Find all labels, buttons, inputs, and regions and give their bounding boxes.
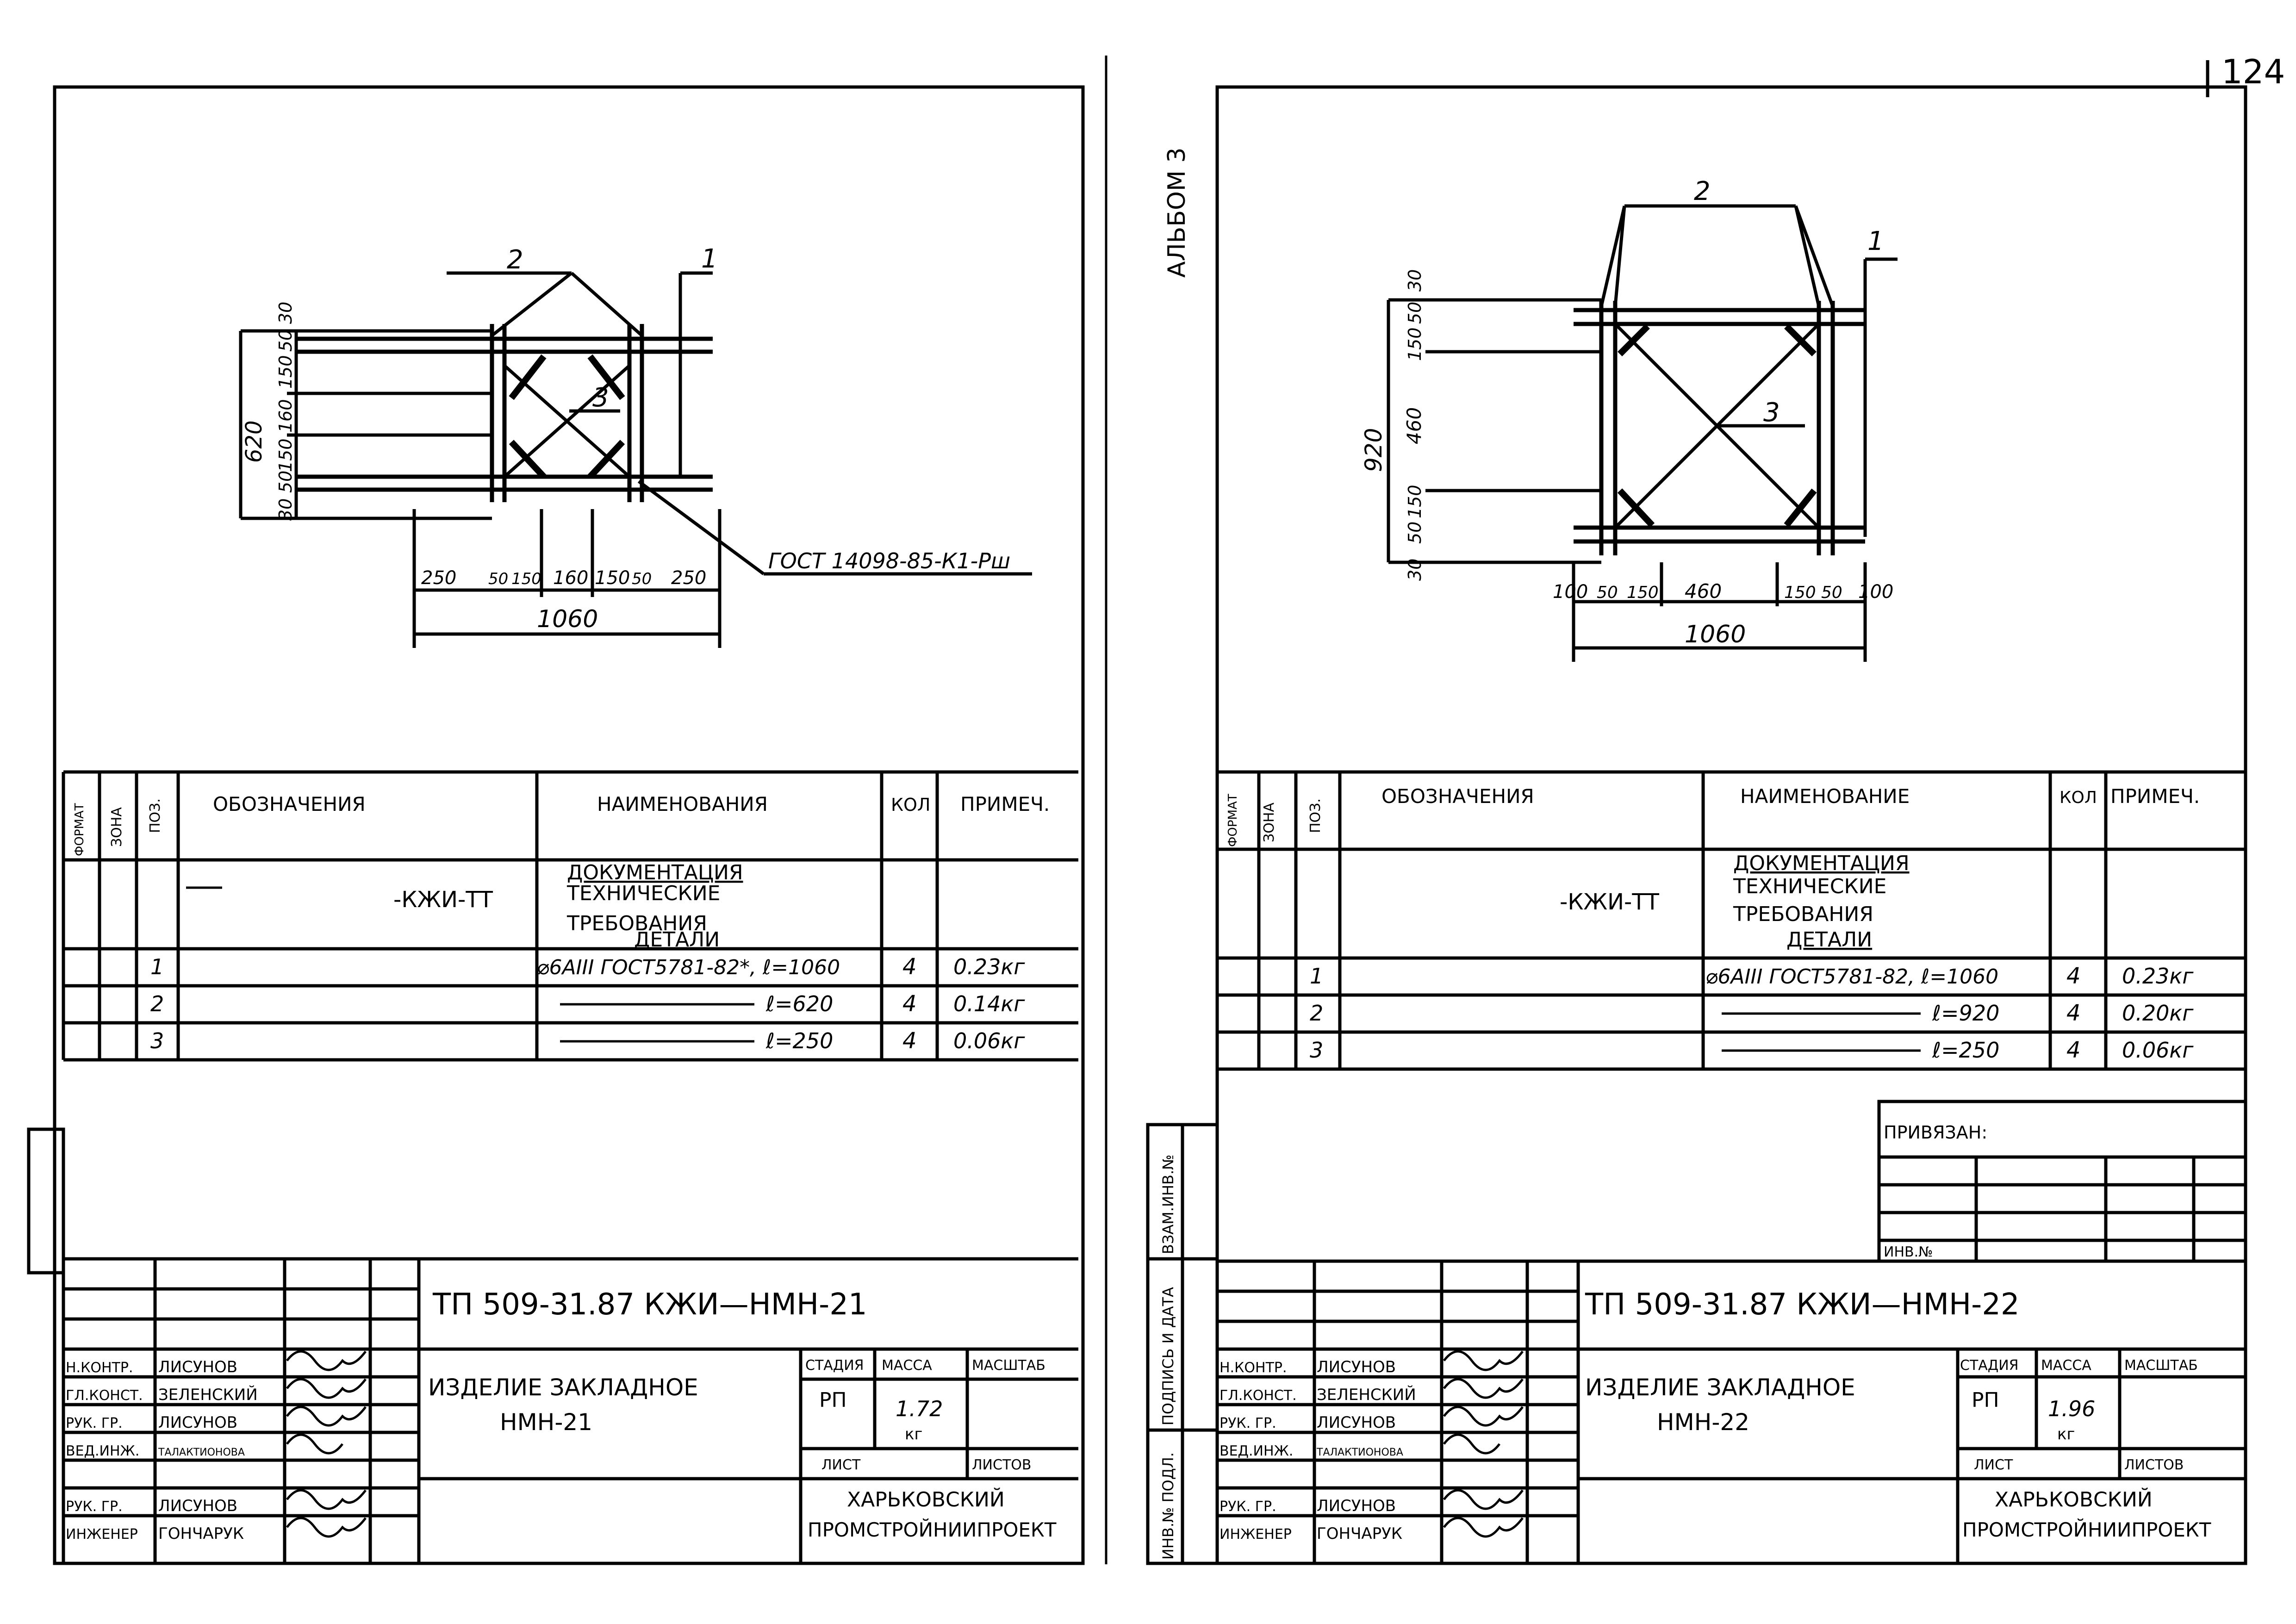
hdim: 50 xyxy=(632,570,652,588)
vertical-total: 920 xyxy=(1360,428,1387,472)
callout-1: 1 xyxy=(701,244,718,274)
signer-name: ГОНЧАРУК xyxy=(1317,1524,1402,1543)
signer-name: ТАЛАКТИОНОВА xyxy=(158,1447,245,1458)
item-title-line2: НМН-22 xyxy=(1657,1409,1749,1436)
item-title-line1: ИЗДЕЛИЕ ЗАКЛАДНОЕ xyxy=(428,1374,698,1401)
callout-1: 1 xyxy=(1867,226,1884,256)
signer-name: ЛИСУНОВ xyxy=(158,1413,238,1432)
signer-name: ГОНЧАРУК xyxy=(158,1524,244,1543)
mass-unit: кг xyxy=(905,1425,923,1444)
vdim: 30 xyxy=(1405,269,1425,292)
inv-label: ИНВ.№ xyxy=(1884,1244,1933,1260)
horizontal-total: 1060 xyxy=(537,605,598,633)
row-note: 0.14кг xyxy=(953,991,1025,1016)
row-note: 0.23кг xyxy=(2122,964,2194,989)
sheet-2-dimensions xyxy=(1360,176,1893,648)
weld-note: ГОСТ 14098-85-К1-Рш xyxy=(768,548,1011,573)
row-qty: 4 xyxy=(902,1028,917,1054)
row-pos: 3 xyxy=(150,1028,164,1053)
stage-label: СТАДИЯ xyxy=(805,1357,864,1374)
row-qty: 4 xyxy=(902,954,917,980)
callout-3: 3 xyxy=(592,383,609,413)
sheets-label: ЛИСТОВ xyxy=(2124,1457,2184,1473)
item-title-line2: НМН-21 xyxy=(500,1409,592,1436)
row-pos: 2 xyxy=(1310,1001,1324,1026)
section-details: ДЕТАЛИ xyxy=(1786,928,1873,952)
row-pos: 1 xyxy=(150,954,164,979)
hdim: 50 xyxy=(488,570,509,588)
item-title-line1: ИЗДЕЛИЕ ЗАКЛАДНОЕ xyxy=(1585,1374,1855,1401)
vdim: 50 xyxy=(1405,301,1425,324)
doc-designation: -КЖИ-ТТ xyxy=(1560,889,1659,915)
vdim: 160 xyxy=(275,399,296,433)
org-line1: ХАРЬКОВСКИЙ xyxy=(847,1488,1005,1512)
section-documentation: ДОКУМЕНТАЦИЯ xyxy=(1733,852,1910,875)
left-strip-labels xyxy=(1159,1154,1177,1560)
header-zone: ЗОНА xyxy=(109,807,125,847)
header-format: ФОРМАТ xyxy=(1226,794,1240,847)
header-note: ПРИМЕЧ. xyxy=(960,793,1050,815)
vdim: 150 xyxy=(275,355,296,389)
header-name: НАИМЕНОВАНИЯ xyxy=(597,793,768,815)
callout-2: 2 xyxy=(507,245,523,275)
header-note: ПРИМЕЧ. xyxy=(2110,785,2200,808)
page-number: 124 xyxy=(2221,52,2285,91)
mass-label: МАССА xyxy=(882,1357,932,1374)
row-note: 0.06кг xyxy=(953,1028,1025,1053)
stage-label: СТАДИЯ xyxy=(1960,1357,2019,1374)
doc-designation: -КЖИ-ТТ xyxy=(393,887,493,913)
row-qty: 4 xyxy=(2066,1000,2081,1026)
doc-name-line2: ТРЕБОВАНИЯ xyxy=(567,912,707,935)
role: ИНЖЕНЕР xyxy=(66,1526,138,1543)
role: РУК. ГР. xyxy=(66,1499,123,1515)
hdim: 100 xyxy=(1553,581,1588,603)
signer-name: ЛИСУНОВ xyxy=(158,1497,238,1515)
signatures xyxy=(287,1351,366,1537)
scale-label: МАСШТАБ xyxy=(2124,1357,2198,1374)
header-qty: КОЛ xyxy=(2060,788,2097,807)
role: РУК. ГР. xyxy=(1220,1415,1276,1431)
mass-label: МАССА xyxy=(2041,1357,2091,1374)
hdim: 250 xyxy=(421,567,457,589)
sheet-1-title-block xyxy=(66,1288,1057,1543)
hdim: 100 xyxy=(1858,581,1894,603)
callout-2: 2 xyxy=(1694,176,1711,206)
vdim: 30 xyxy=(275,498,296,521)
vdim: 30 xyxy=(275,301,296,324)
sheet-1-spec-table xyxy=(73,793,1050,1054)
hdim: 150 xyxy=(595,567,630,589)
role: ВЕД.ИНЖ. xyxy=(1220,1443,1294,1459)
hdim: 250 xyxy=(671,567,707,589)
row-name: ⌀6АIII ГОСТ5781-82*, ℓ=1060 xyxy=(537,956,840,979)
signer-name: ЛИСУНОВ xyxy=(158,1358,238,1376)
role: РУК. ГР. xyxy=(66,1415,123,1431)
mass-value: 1.96 xyxy=(2048,1396,2096,1421)
row-qty: 4 xyxy=(2066,963,2081,989)
role: ГЛ.КОНСТ. xyxy=(1220,1388,1297,1404)
hdim: 160 xyxy=(553,567,589,589)
row-pos: 1 xyxy=(1310,964,1324,989)
signer-name: ЗЕЛЕНСКИЙ xyxy=(158,1386,258,1404)
row-note: 0.23кг xyxy=(953,954,1025,979)
hdim: 50 xyxy=(1821,583,1842,602)
vdim: 150 xyxy=(275,438,296,472)
signer-name: ЛИСУНОВ xyxy=(1317,1413,1396,1432)
sheet-2-spec-table xyxy=(1226,785,2200,1063)
header-name: НАИМЕНОВАНИЕ xyxy=(1740,785,1910,808)
org-line2: ПРОМСТРОЙНИИПРОЕКТ xyxy=(1962,1518,2211,1541)
role: Н.КОНТР. xyxy=(66,1360,133,1376)
row-note: 0.06кг xyxy=(2122,1038,2194,1063)
role: ГЛ.КОНСТ. xyxy=(66,1388,143,1404)
hdim: 50 xyxy=(1597,583,1618,602)
row-name: ℓ=920 xyxy=(1932,1001,2000,1026)
vdim: 50 xyxy=(1405,521,1425,544)
row-name: ℓ=620 xyxy=(766,991,834,1016)
horizontal-total: 1060 xyxy=(1685,621,1746,648)
row-note: 0.20кг xyxy=(2122,1001,2194,1026)
hdim: 150 xyxy=(1784,583,1816,602)
sheet-label: ЛИСТ xyxy=(821,1457,861,1473)
org-line2: ПРОМСТРОЙНИИПРОЕКТ xyxy=(808,1518,1057,1541)
vdim: 150 xyxy=(1405,327,1425,361)
hdim: 460 xyxy=(1685,580,1722,603)
org-line1: ХАРЬКОВСКИЙ xyxy=(1995,1488,2153,1512)
role: ВЕД.ИНЖ. xyxy=(66,1443,140,1459)
row-pos: 3 xyxy=(1310,1038,1324,1063)
mass-unit: кг xyxy=(2057,1425,2075,1444)
hdim: 150 xyxy=(511,570,541,588)
scale-label: МАСШТАБ xyxy=(972,1357,1045,1374)
row-name: ℓ=250 xyxy=(1932,1038,2000,1063)
mass-value: 1.72 xyxy=(896,1396,943,1421)
strip-replace-label: ВЗАМ.ИНВ.№ xyxy=(1159,1154,1177,1254)
callout-3: 3 xyxy=(1763,398,1780,428)
signatures xyxy=(1444,1351,1523,1537)
doc-code: ТП 509-31.87 КЖИ—НМН-22 xyxy=(1585,1288,2020,1322)
role: Н.КОНТР. xyxy=(1220,1360,1287,1376)
vertical-total: 620 xyxy=(241,420,267,463)
sheet-1-plan-view xyxy=(241,273,1032,648)
vdim: 50 xyxy=(275,329,296,352)
header-pos: ПОЗ. xyxy=(147,798,163,833)
signer-name: ЛИСУНОВ xyxy=(1317,1358,1396,1376)
section-details: ДЕТАЛИ xyxy=(634,928,720,952)
doc-name-line2: ТРЕБОВАНИЯ xyxy=(1733,902,1873,926)
signer-name: ЛИСУНОВ xyxy=(1317,1497,1396,1515)
album-label: АЛЬБОМ 3 xyxy=(1163,147,1191,278)
header-designation: ОБОЗНАЧЕНИЯ xyxy=(1381,785,1534,808)
role: РУК. ГР. xyxy=(1220,1499,1276,1515)
row-qty: 4 xyxy=(2066,1037,2081,1063)
stage-value: РП xyxy=(819,1388,847,1412)
hdim: 150 xyxy=(1627,583,1659,602)
header-zone: ЗОНА xyxy=(1261,803,1277,842)
sheet-2-title-block xyxy=(1220,1288,2211,1543)
section-documentation: ДОКУМЕНТАЦИЯ xyxy=(567,861,743,884)
row-name: ℓ=250 xyxy=(766,1028,834,1053)
binding-label: ПРИВЯЗАН: xyxy=(1884,1122,1988,1143)
vdim: 50 xyxy=(275,470,296,493)
stage-value: РП xyxy=(1972,1388,1999,1412)
header-pos: ПОЗ. xyxy=(1307,798,1324,833)
row-pos: 2 xyxy=(150,991,164,1016)
header-designation: ОБОЗНАЧЕНИЯ xyxy=(213,793,366,815)
role: ИНЖЕНЕР xyxy=(1220,1526,1292,1543)
strip-inv-label: ИНВ.№ ПОДЛ. xyxy=(1159,1452,1177,1560)
sheets-label: ЛИСТОВ xyxy=(972,1457,1032,1473)
signer-name: ЗЕЛЕНСКИЙ xyxy=(1317,1386,1416,1404)
doc-code: ТП 509-31.87 КЖИ—НМН-21 xyxy=(433,1288,867,1322)
row-qty: 4 xyxy=(902,991,917,1017)
row-name: ⌀6АIII ГОСТ5781-82, ℓ=1060 xyxy=(1705,965,1999,989)
doc-name-line1: ТЕХНИЧЕСКИЕ xyxy=(567,882,721,905)
sheet-1-frame xyxy=(29,87,1083,1563)
strip-signature-label: ПОДПИСЬ И ДАТА xyxy=(1159,1287,1177,1425)
doc-name-line1: ТЕХНИЧЕСКИЕ xyxy=(1733,875,1887,898)
vdim: 460 xyxy=(1403,407,1425,444)
vdim: 150 xyxy=(1405,485,1425,518)
signer-name: ТАЛАКТИОНОВА xyxy=(1317,1447,1403,1458)
sheet-label: ЛИСТ xyxy=(1974,1457,2013,1473)
vdim: 30 xyxy=(1405,558,1425,581)
header-format: ФОРМАТ xyxy=(73,803,87,856)
header-qty: КОЛ xyxy=(891,795,931,815)
